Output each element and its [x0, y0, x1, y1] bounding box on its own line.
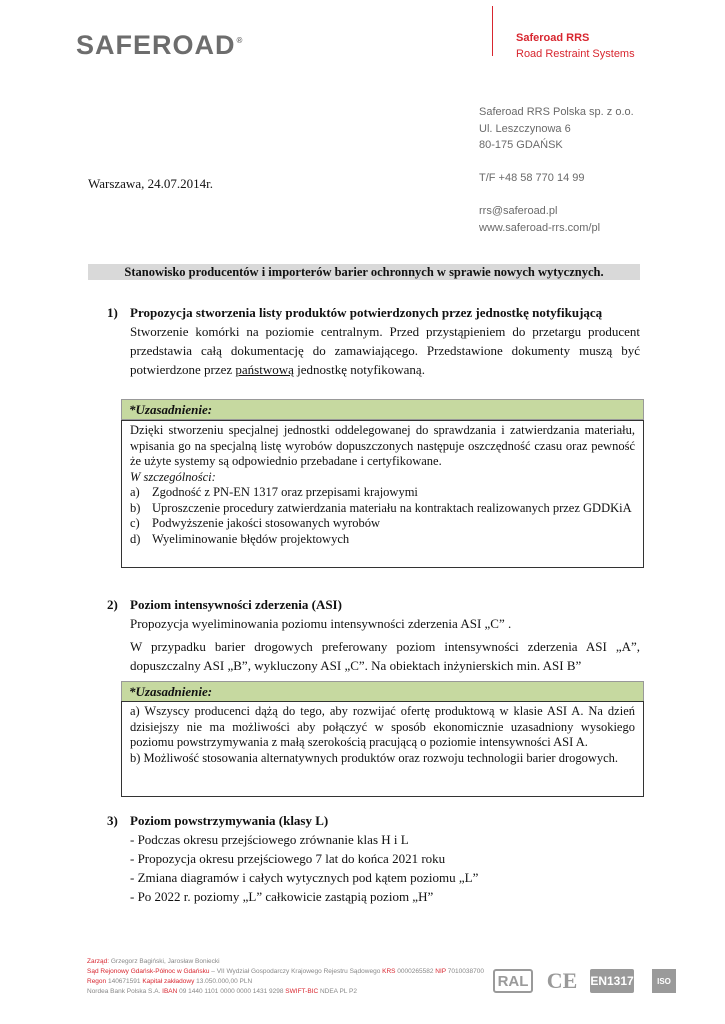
section-number: 3) [107, 813, 118, 828]
address-block [479, 104, 634, 236]
section-2 [130, 596, 640, 675]
document-date: Warszawa, 24.07.2014r. [88, 176, 213, 191]
section-3 [130, 812, 640, 906]
address-line: Ul. Leszczynowa 6 [479, 122, 571, 135]
saferoad-logo: SAFEROAD® [76, 30, 244, 60]
section-paragraph: Propozycja wyeliminowania poziomu intensywności zderzenia ASI „C” . [130, 616, 512, 631]
section-heading: Poziom powstrzymywania (klasy L) [130, 813, 329, 828]
iso-logo: ISO [652, 969, 676, 993]
section-line: - Podczas okresu przejściowego zrównanie klas H i L [130, 832, 409, 847]
section-line: - Po 2022 r. poziomy „L” całkowicie zastąpią poziom „H” [130, 889, 434, 904]
justification-box [121, 701, 644, 797]
box-intro: W szczególności: [130, 469, 216, 484]
document-title: Stanowisko producentów i importerów barier ochronnych w sprawie nowych wytycznych. [88, 264, 640, 280]
section-paragraph: Stworzenie komórki na poziomie centralnym. Przed przystąpieniem do przetargu producent przedstawia całą dokumentację do zamawiającego. Przedstawione dokumenty muszą być potwierdzone przez państwową jednostkę notyfikowaną. [130, 324, 640, 377]
list-item: d) Wyeliminowanie błędów projektowych [130, 531, 350, 546]
address-line: 80-175 GDAŃSK [479, 139, 563, 151]
justification-header: *Uzasadnienie: [121, 399, 644, 420]
section-heading: Propozycja stworzenia listy produktów potwierdzonych przez jednostkę notyfikującą [130, 305, 603, 320]
email: rrs@saferoad.pl [479, 205, 558, 217]
box-paragraph: b) Możliwość stosowania alternatywnych produktów oraz rozwoju technologii barier drogowych. [130, 750, 619, 765]
section-number: 2) [107, 597, 118, 612]
section-1 [130, 304, 640, 379]
phone: T/F +48 58 770 14 99 [479, 172, 585, 184]
company-name: Saferoad RRS [516, 32, 590, 44]
ral-logo: RAL [493, 969, 533, 993]
box-paragraph: a) Wszyscy producenci dążą do tego, aby rozwijać ofertę produktową w klasie ASI A. Na dzień dzisiejszy nie ma możliwości aby połączyć w sposób ekonomicznie uzasadniony wysokiego poziomu powstrzymywania z małą szerokością pracującą o poziomie intensywności ASI A. [130, 704, 635, 749]
website: www.saferoad-rrs.com/pl [479, 221, 601, 234]
company-subtitle: Road Restraint Systems [516, 48, 635, 60]
header-divider [492, 6, 493, 56]
address-line: Saferoad RRS Polska sp. z o.o. [479, 106, 634, 118]
list-item: a) Zgodność z PN-EN 1317 oraz przepisami krajowymi [130, 485, 418, 499]
section-number: 1) [107, 305, 118, 320]
section-line: - Propozycja okresu przejściowego 7 lat do końca 2021 roku [130, 851, 446, 866]
box-paragraph: Dzięki stworzeniu specjalnej jednostki oddelegowanej do sprawdzania i zatwierdzania materiału, wpisania go na specjalną listę wyrobów dopuszczonych następuje oszczędność czasu oraz pewność że użyte systemy są odpowiednio przebadane i certyfikowane. [130, 423, 635, 468]
en1317-logo: EN1317 [590, 969, 634, 993]
justification-header: *Uzasadnienie: [121, 681, 644, 702]
section-paragraph: W przypadku barier drogowych preferowany poziom intensywności zderzenia ASI „A”, dopuszczalny ASI „B”, wykluczony ASI „C”. Na obiektach inżynierskich min. ASI B” [130, 639, 640, 673]
company-block [516, 30, 635, 62]
section-heading: Poziom intensywności zderzenia (ASI) [130, 597, 342, 612]
section-line: - Zmiana diagramów i całych wytycznych pod kątem poziomu „L” [130, 870, 479, 885]
footer-legal: Zarząd: Grzegorz Bagiński, Jarosław Boniecki Sąd Rejonowy Gdańsk-Północ w Gdańsku – VII Wydział Gospodarczy Krajowego Rejestru Sądowego KRS 0000265582 NIP 7010038700 Regon 140671591 Kapitał zakładowy 13.050.000,00 PLN Nordea Bank Polska S.A. IBAN 09 1440 1101 0000 0000 1431 9298 SWIFT-BIC NDEA PL P2 [87, 958, 484, 995]
justification-box [121, 420, 644, 568]
list-item: b) Uproszczenie procedury zatwierdzania materiału na kontraktach realizowanych przez GDDKiA [130, 500, 632, 515]
ce-mark: CE [546, 968, 578, 993]
list-item: c) Podwyższenie jakości stosowanych wyrobów [130, 516, 381, 530]
